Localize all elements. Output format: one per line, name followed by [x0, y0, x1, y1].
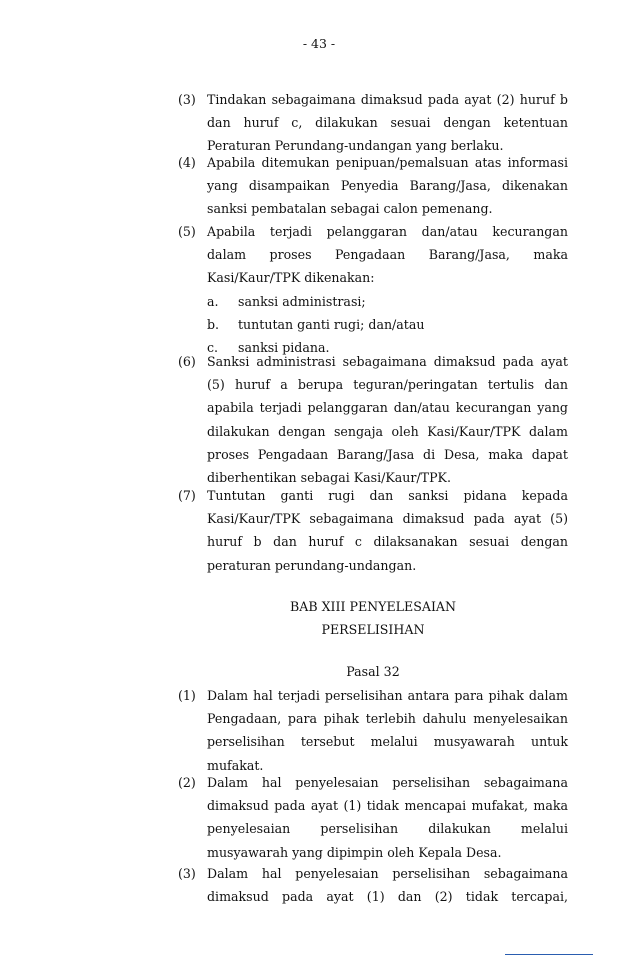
clause-3	[178, 88, 568, 158]
clause-number: (7)	[178, 488, 196, 503]
list-text: tuntutan ganti rugi; dan/atau	[238, 316, 425, 332]
clause-4	[178, 151, 568, 221]
list-letter: a.	[207, 293, 219, 309]
clause-number: (5)	[178, 224, 196, 239]
list-text: sanksi pidana.	[238, 339, 330, 355]
clause-text: Dalam hal penyelesaian perselisihan sebagaimana dimaksud pada ayat (1) tidak mencapai mufakat, maka penyelesaian perselisihan dilakukan melalui musyawarah yang dipimpin oleh Kepala Desa.	[207, 775, 568, 860]
article-clause-3	[178, 862, 568, 908]
list-item	[207, 313, 568, 336]
clause-5	[178, 220, 568, 359]
list-item	[207, 290, 568, 313]
chapter-title-line2: PERSELISIHAN	[321, 622, 425, 637]
article-clause-2	[178, 771, 568, 864]
clause-7	[178, 484, 568, 577]
clause-6	[178, 350, 568, 489]
clause-number: (6)	[178, 354, 196, 369]
footer-rule	[505, 954, 593, 955]
article-title: Pasal 32	[346, 664, 400, 679]
list-letter: c.	[207, 339, 219, 355]
clause-number: (3)	[178, 92, 196, 107]
list-letter: b.	[207, 316, 220, 332]
list-text: sanksi administrasi;	[238, 293, 366, 309]
chapter-title-line1: BAB XIII PENYELESAIAN	[289, 599, 457, 614]
clause-number: (1)	[178, 688, 196, 703]
clause-number: (2)	[178, 775, 196, 790]
page-number: - 43 -	[302, 36, 336, 51]
sub-list	[207, 290, 568, 360]
clause-text: Dalam hal terjadi perselisihan antara para pihak dalam Pengadaan, para pihak terlebih dahulu menyelesaikan perselisihan tersebut melalui musyawarah untuk mufakat.	[207, 688, 568, 773]
clause-number: (4)	[178, 155, 196, 170]
clause-text: Dalam hal penyelesaian perselisihan sebagaimana dimaksud pada ayat (1) dan (2) tidak tercapai,	[207, 866, 568, 905]
clause-text: Sanksi administrasi sebagaimana dimaksud pada ayat (5) huruf a berupa teguran/peringatan tertulis dan apabila terjadi pelanggaran dan/atau kecurangan yang dilakukan dengan sengaja oleh Kasi/Kaur/TPK dalam proses Pengadaan Barang/Jasa di Desa, maka dapat diberhentikan sebagai Kasi/Kaur/TPK.	[207, 354, 568, 486]
clause-number: (3)	[178, 866, 196, 881]
clause-text: Tuntutan ganti rugi dan sanksi pidana kepada Kasi/Kaur/TPK sebagaimana dimaksud pada ayat (5) huruf b dan huruf c dilaksanakan sesuai dengan peraturan perundang-undangan.	[207, 488, 568, 573]
clause-text: Tindakan sebagaimana dimaksud pada ayat (2) huruf b dan huruf c, dilakukan sesuai dengan ketentuan Peraturan Perundang-undangan yang berlaku.	[207, 92, 568, 154]
clause-text: Apabila terjadi pelanggaran dan/atau kecurangan dalam proses Pengadaan Barang/Jasa, maka Kasi/Kaur/TPK dikenakan:	[207, 224, 568, 286]
article-clause-1	[178, 684, 568, 777]
clause-text: Apabila ditemukan penipuan/pemalsuan atas informasi yang disampaikan Penyedia Barang/Jasa, dikenakan sanksi pembatalan sebagai calon pemenang.	[207, 155, 568, 217]
